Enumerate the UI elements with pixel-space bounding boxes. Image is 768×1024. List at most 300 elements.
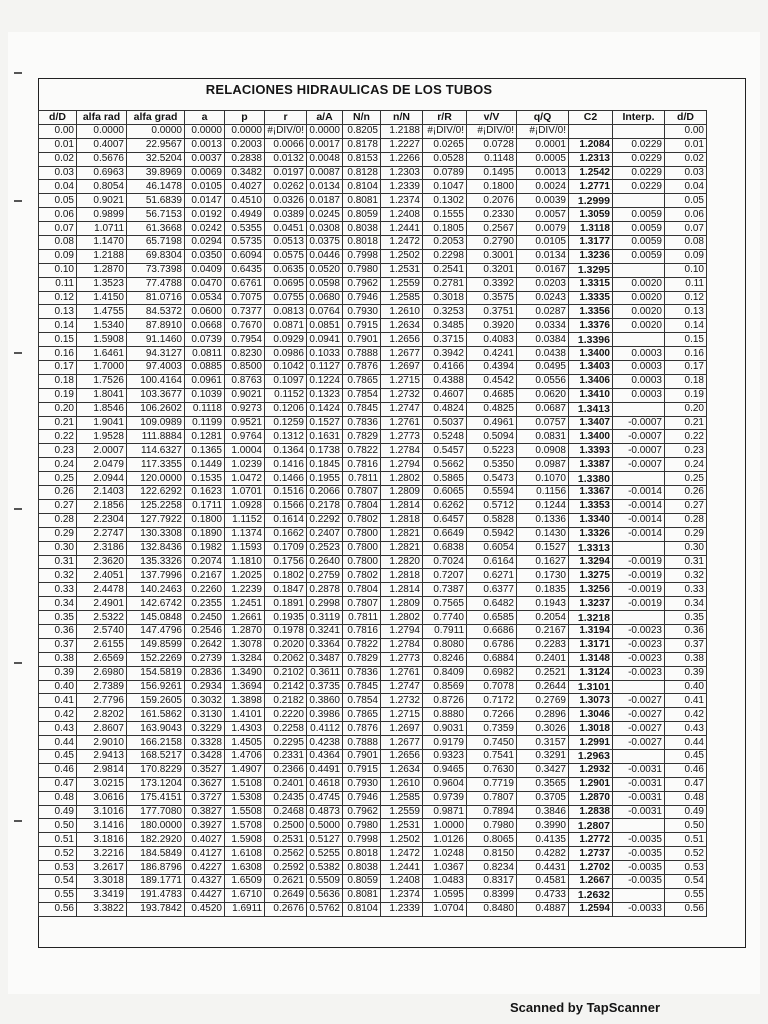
table-cell: 0.2621 [265, 874, 307, 888]
table-cell: 0.3990 [517, 819, 569, 833]
table-cell: 0.06 [39, 208, 77, 222]
table-cell: 0.5712 [467, 499, 517, 513]
table-cell: 0.6164 [467, 555, 517, 569]
table-cell: 0.6982 [467, 666, 517, 680]
table-row [39, 722, 707, 736]
table-cell: 2.6980 [77, 666, 127, 680]
table-cell: 0.1152 [265, 388, 307, 402]
table-cell: 0.0229 [613, 180, 665, 194]
table-cell: 84.5372 [127, 305, 185, 319]
table-cell: 0.53 [39, 861, 77, 875]
table-cell: 1.2747 [381, 402, 423, 416]
table-cell: 166.2158 [127, 736, 185, 750]
table-cell: 87.8910 [127, 319, 185, 333]
table-cell: 1.3367 [569, 486, 613, 500]
table-cell: 0.0013 [185, 138, 225, 152]
table-cell: 0.1148 [467, 152, 517, 166]
table-cell: 156.9261 [127, 680, 185, 694]
table-cell: -0.0014 [613, 527, 665, 541]
table-cell: 0.09 [39, 249, 77, 263]
table-cell: 1.2542 [569, 166, 613, 180]
table-cell: 0.2366 [265, 763, 307, 777]
table-cell: 0.17 [665, 361, 707, 375]
table-cell: 0.7829 [343, 652, 381, 666]
table-cell: 0.7829 [343, 430, 381, 444]
table-cell: 0.4388 [423, 374, 467, 388]
table-row [39, 624, 707, 638]
table-cell: 0.9764 [225, 430, 265, 444]
table-cell: 106.2602 [127, 402, 185, 416]
table-cell: 2.0007 [77, 444, 127, 458]
table-cell: 0.43 [665, 722, 707, 736]
table-cell: 0.10 [39, 263, 77, 277]
table-cell: -0.0023 [613, 624, 665, 638]
table-cell: 0.9021 [77, 194, 127, 208]
table-cell: 0.9899 [77, 208, 127, 222]
table-cell: 0.0147 [185, 194, 225, 208]
table-cell: 0.5457 [423, 444, 467, 458]
table-cell: 0.5509 [307, 874, 343, 888]
table-cell: 0.1527 [517, 541, 569, 555]
table-cell: 2.3186 [77, 541, 127, 555]
table-row [39, 305, 707, 319]
table-row [39, 249, 707, 263]
table-cell: 0.39 [39, 666, 77, 680]
table-cell: 1.3124 [569, 666, 613, 680]
table-cell: 1.2610 [381, 777, 423, 791]
table-cell: 0.0187 [307, 194, 343, 208]
table-cell: 1.3236 [569, 249, 613, 263]
table-row [39, 138, 707, 152]
table-cell: 1.0928 [225, 499, 265, 513]
table-cell: 1.3406 [569, 374, 613, 388]
table-cell: 0.0003 [613, 347, 665, 361]
table-cell [613, 194, 665, 208]
table-cell: 0.2292 [307, 513, 343, 527]
table-cell: 0.3487 [307, 652, 343, 666]
table-cell: 0.7740 [423, 611, 467, 625]
table-cell: 0.0513 [265, 236, 307, 250]
table-cell: 0.8399 [467, 888, 517, 902]
table-cell: 1.4303 [225, 722, 265, 736]
table-row [39, 152, 707, 166]
table-cell: 0.2178 [307, 499, 343, 513]
table-cell: 32.5204 [127, 152, 185, 166]
table-cell: 0.7075 [225, 291, 265, 305]
table-cell: 0.16 [665, 347, 707, 361]
table-cell: 0.0961 [185, 374, 225, 388]
table-cell: 1.2820 [381, 555, 423, 569]
table-cell: 0.1033 [307, 347, 343, 361]
table-cell: 0.4241 [467, 347, 517, 361]
table-cell: 0.3827 [185, 805, 225, 819]
table-row [39, 124, 707, 138]
table-cell: 0.1206 [265, 402, 307, 416]
table-cell: 0.3253 [423, 305, 467, 319]
table-cell: 0.0389 [265, 208, 307, 222]
hydraulic-relations-table [38, 110, 707, 917]
table-row [39, 736, 707, 750]
table-cell: -0.0027 [613, 722, 665, 736]
table-cell: 0.4282 [517, 847, 569, 861]
table-cell: 127.7922 [127, 513, 185, 527]
table-cell: -0.0031 [613, 805, 665, 819]
table-cell: 1.3059 [569, 208, 613, 222]
table-cell: 0.3715 [423, 333, 467, 347]
table-cell: 0.0245 [307, 208, 343, 222]
table-cell: 0.0229 [613, 166, 665, 180]
table-cell: 0.51 [39, 833, 77, 847]
table-cell: 0.29 [39, 527, 77, 541]
table-cell: 2.5322 [77, 611, 127, 625]
table-cell: 2.3620 [77, 555, 127, 569]
table-cell: 0.2295 [265, 736, 307, 750]
table-cell: 1.2188 [77, 249, 127, 263]
table-cell: 0.9739 [423, 791, 467, 805]
table-cell: 0.1224 [307, 374, 343, 388]
table-cell: 0.4394 [467, 361, 517, 375]
table-cell: 0.1244 [517, 499, 569, 513]
table-cell: 0.05 [665, 194, 707, 208]
table-cell: 0.2739 [185, 652, 225, 666]
table-cell: 0.7854 [343, 694, 381, 708]
table-cell: 2.6569 [77, 652, 127, 666]
table-cell: -0.0019 [613, 569, 665, 583]
table-cell: 1.7526 [77, 374, 127, 388]
table-cell: 0.7811 [343, 611, 381, 625]
table-cell: 2.4051 [77, 569, 127, 583]
table-cell: 0.0262 [265, 180, 307, 194]
table-cell: 0.7802 [343, 569, 381, 583]
table-cell: 0.49 [665, 805, 707, 819]
table-cell: 0.1281 [185, 430, 225, 444]
table-cell: 0.7980 [467, 819, 517, 833]
table-cell: 0.1259 [265, 416, 307, 430]
table-row [39, 708, 707, 722]
column-header: a/A [307, 111, 343, 125]
table-row [39, 583, 707, 597]
table-cell: 0.2401 [265, 777, 307, 791]
table-cell: 1.2239 [225, 583, 265, 597]
table-cell: 0.4824 [423, 402, 467, 416]
table-cell: 0.46 [39, 763, 77, 777]
table-cell: -0.0035 [613, 847, 665, 861]
column-header: Interp. [613, 111, 665, 125]
table-cell: 2.4478 [77, 583, 127, 597]
table-cell: 0.4685 [467, 388, 517, 402]
table-cell: 0.1943 [517, 597, 569, 611]
table-row [39, 861, 707, 875]
table-cell: 0.2562 [265, 847, 307, 861]
table-cell: 0.2521 [517, 666, 569, 680]
table-cell: 0.7901 [343, 333, 381, 347]
table-cell: 0.3920 [467, 319, 517, 333]
table-cell: -0.0027 [613, 708, 665, 722]
table-cell: 0.2076 [467, 194, 517, 208]
table-cell: 1.2715 [381, 374, 423, 388]
table-cell: 0.0020 [613, 305, 665, 319]
table-cell: 1.0000 [423, 819, 467, 833]
table-cell: 0.43 [39, 722, 77, 736]
table-cell: 0.6761 [225, 277, 265, 291]
table-cell: 0.11 [665, 277, 707, 291]
table-cell: 0.8763 [225, 374, 265, 388]
table-cell: 0.3018 [423, 291, 467, 305]
table-cell: 0.7811 [343, 472, 381, 486]
table-cell: 0.7387 [423, 583, 467, 597]
table-cell: 0.36 [39, 624, 77, 638]
table-cell: 0.0695 [265, 277, 307, 291]
table-cell: 1.0711 [77, 222, 127, 236]
table-cell: 0.2541 [423, 263, 467, 277]
table-cell: 0.1042 [265, 361, 307, 375]
table-cell: 0.46 [665, 763, 707, 777]
table-row [39, 333, 707, 347]
table-cell: 1.3073 [569, 694, 613, 708]
table-cell: 0.7541 [467, 749, 517, 763]
table-cell: 1.3410 [569, 388, 613, 402]
table-cell: 1.2374 [381, 888, 423, 902]
table-cell: 0.8480 [467, 902, 517, 916]
table-cell: 0.0048 [307, 152, 343, 166]
table-cell: 0.7865 [343, 374, 381, 388]
table-cell: 0.2355 [185, 597, 225, 611]
table-cell: 0.0087 [307, 166, 343, 180]
table-cell: 0.3846 [517, 805, 569, 819]
table-cell: 0.4733 [517, 888, 569, 902]
table-cell: 1.2809 [381, 486, 423, 500]
table-cell: 0.0069 [185, 166, 225, 180]
column-header: r [265, 111, 307, 125]
table-cell: 1.3353 [569, 499, 613, 513]
table-cell: 1.4755 [77, 305, 127, 319]
table-cell: 1.2932 [569, 763, 613, 777]
table-cell: 0.0203 [517, 277, 569, 291]
table-cell: 1.2585 [381, 791, 423, 805]
table-cell: 0.8038 [343, 861, 381, 875]
table-cell: 0.17 [39, 361, 77, 375]
table-cell: #¡DIV/0! [517, 124, 569, 138]
table-cell: 0.0520 [307, 263, 343, 277]
table-cell: 0.8500 [225, 361, 265, 375]
table-cell: 140.2463 [127, 583, 185, 597]
table-cell: 0.1535 [185, 472, 225, 486]
table-cell: 1.6108 [225, 847, 265, 861]
table-cell: 0.2759 [307, 569, 343, 583]
table-cell: 0.3119 [307, 611, 343, 625]
table-cell: 0.2142 [265, 680, 307, 694]
table-cell: 0.6262 [423, 499, 467, 513]
table-cell: 0.0409 [185, 263, 225, 277]
table-cell: 0.1730 [517, 569, 569, 583]
table-cell [613, 541, 665, 555]
table-cell: 1.2772 [569, 833, 613, 847]
table-cell: 0.2567 [467, 222, 517, 236]
table-cell: 0.54 [665, 874, 707, 888]
column-header: v/V [467, 111, 517, 125]
table-cell: 0.42 [39, 708, 77, 722]
column-header: r/R [423, 111, 467, 125]
table-cell: 0.0001 [517, 138, 569, 152]
table-cell: 0.31 [39, 555, 77, 569]
table-cell: 1.3407 [569, 416, 613, 430]
table-cell: 0.07 [39, 222, 77, 236]
table-cell: 0.7836 [343, 416, 381, 430]
table-cell: 0.7266 [467, 708, 517, 722]
table-cell: 0.0384 [517, 333, 569, 347]
table-cell: 0.1416 [265, 458, 307, 472]
table-cell: 0.1302 [423, 194, 467, 208]
table-cell: 0.2649 [265, 888, 307, 902]
table-cell: 0.0167 [517, 263, 569, 277]
table-cell: 0.5127 [307, 833, 343, 847]
table-cell: 0.1364 [265, 444, 307, 458]
table-cell: 0.3428 [185, 749, 225, 763]
table-cell: 0.14 [665, 319, 707, 333]
table-cell: 1.2339 [381, 902, 423, 916]
table-cell: 0.0350 [185, 249, 225, 263]
table-cell: 2.2747 [77, 527, 127, 541]
table-row [39, 666, 707, 680]
table-cell: 0.6065 [423, 486, 467, 500]
table-cell: -0.0035 [613, 833, 665, 847]
table-cell: 0.1623 [185, 486, 225, 500]
table-cell: 2.9814 [77, 763, 127, 777]
table-cell: 0.3392 [467, 277, 517, 291]
table-cell: 1.0004 [225, 444, 265, 458]
table-cell: 1.5908 [225, 833, 265, 847]
table-cell: 0.13 [665, 305, 707, 319]
table-cell: 1.2784 [381, 444, 423, 458]
table-cell: 0.8038 [343, 222, 381, 236]
table-cell: 177.7080 [127, 805, 185, 819]
table-cell: 0.8880 [423, 708, 467, 722]
column-header: d/D [39, 111, 77, 125]
table-cell: 1.2702 [569, 861, 613, 875]
table-cell: 0.01 [39, 138, 77, 152]
table-cell: 0.0013 [517, 166, 569, 180]
table-cell: 0.1890 [185, 527, 225, 541]
table-cell: 0.1891 [265, 597, 307, 611]
table-cell: 1.2773 [381, 652, 423, 666]
table-cell: 1.0472 [225, 472, 265, 486]
table-cell: 73.7398 [127, 263, 185, 277]
table-cell: 0.0000 [77, 124, 127, 138]
table-cell: 0.7876 [343, 722, 381, 736]
table-cell: 0.18 [665, 374, 707, 388]
table-cell: 1.2502 [381, 833, 423, 847]
table-cell: 0.1800 [467, 180, 517, 194]
table-cell: 0.3565 [517, 777, 569, 791]
table-cell: 0.0831 [517, 430, 569, 444]
table-cell: 0.0017 [307, 138, 343, 152]
table-cell: 1.2773 [381, 430, 423, 444]
table-cell: 1.3393 [569, 444, 613, 458]
table-cell: 0.2546 [185, 624, 225, 638]
table-cell: 2.1856 [77, 499, 127, 513]
table-cell: 1.3118 [569, 222, 613, 236]
column-header: n/N [381, 111, 423, 125]
table-cell: 1.1593 [225, 541, 265, 555]
table-cell: 0.0057 [517, 208, 569, 222]
table-cell: 1.2634 [381, 319, 423, 333]
table-cell: 2.4901 [77, 597, 127, 611]
table-cell: 0.9604 [423, 777, 467, 791]
table-cell: 0.6649 [423, 527, 467, 541]
table-cell: 1.2677 [381, 736, 423, 750]
table-cell: -0.0023 [613, 652, 665, 666]
table-cell: 0.0534 [185, 291, 225, 305]
table-cell: 0.4027 [185, 833, 225, 847]
table-cell: 1.3326 [569, 527, 613, 541]
table-cell: 193.7842 [127, 902, 185, 916]
table-cell: 0.2790 [467, 236, 517, 250]
table-cell: 0.4618 [307, 777, 343, 791]
table-cell: 0.1199 [185, 416, 225, 430]
table-cell: 0.1156 [517, 486, 569, 500]
table-cell: 0.7915 [343, 763, 381, 777]
table-cell: 0.6094 [225, 249, 265, 263]
table-cell: 0.2500 [265, 819, 307, 833]
table-cell: 0.9031 [423, 722, 467, 736]
table-row [39, 513, 707, 527]
table-cell: 1.3177 [569, 236, 613, 250]
table-cell: 0.7816 [343, 624, 381, 638]
table-cell: 114.6327 [127, 444, 185, 458]
table-row [39, 291, 707, 305]
table-cell: 149.8599 [127, 638, 185, 652]
table-cell: 0.39 [665, 666, 707, 680]
table-cell: 1.6911 [225, 902, 265, 916]
table-cell: 0.1802 [265, 569, 307, 583]
table-cell: 173.1204 [127, 777, 185, 791]
table-cell: 2.0944 [77, 472, 127, 486]
table-cell: 0.1047 [423, 180, 467, 194]
table-cell: 0.5382 [307, 861, 343, 875]
table-cell: 0.4007 [77, 138, 127, 152]
table-cell: -0.0014 [613, 486, 665, 500]
table-cell: 0.2523 [307, 541, 343, 555]
table-cell: 0.8246 [423, 652, 467, 666]
table-cell: 0.7998 [343, 833, 381, 847]
table-cell: 0.12 [39, 291, 77, 305]
table-cell: 0.7670 [225, 319, 265, 333]
margin-mark [14, 662, 22, 664]
table-cell: 3.3822 [77, 902, 127, 916]
table-cell: 0.9323 [423, 749, 467, 763]
table-cell [613, 402, 665, 416]
table-row [39, 277, 707, 291]
table-cell: 132.8436 [127, 541, 185, 555]
table-cell: 0.41 [665, 694, 707, 708]
table-cell: 0.3130 [185, 708, 225, 722]
table-cell: 0.0105 [517, 236, 569, 250]
table-cell: 0.0739 [185, 333, 225, 347]
table-cell: 1.2802 [381, 472, 423, 486]
table-cell: 3.1816 [77, 833, 127, 847]
table-cell: 0.7804 [343, 499, 381, 513]
table-cell: 0.1527 [307, 416, 343, 430]
table-cell: 161.5862 [127, 708, 185, 722]
table-cell: 0.8569 [423, 680, 467, 694]
table-cell: 1.2313 [569, 152, 613, 166]
table-cell: 1.8546 [77, 402, 127, 416]
table-cell: 0.7822 [343, 444, 381, 458]
table-row [39, 416, 707, 430]
table-cell: 0.3229 [185, 722, 225, 736]
table-cell: 0.01 [665, 138, 707, 152]
table-cell: 2.7389 [77, 680, 127, 694]
